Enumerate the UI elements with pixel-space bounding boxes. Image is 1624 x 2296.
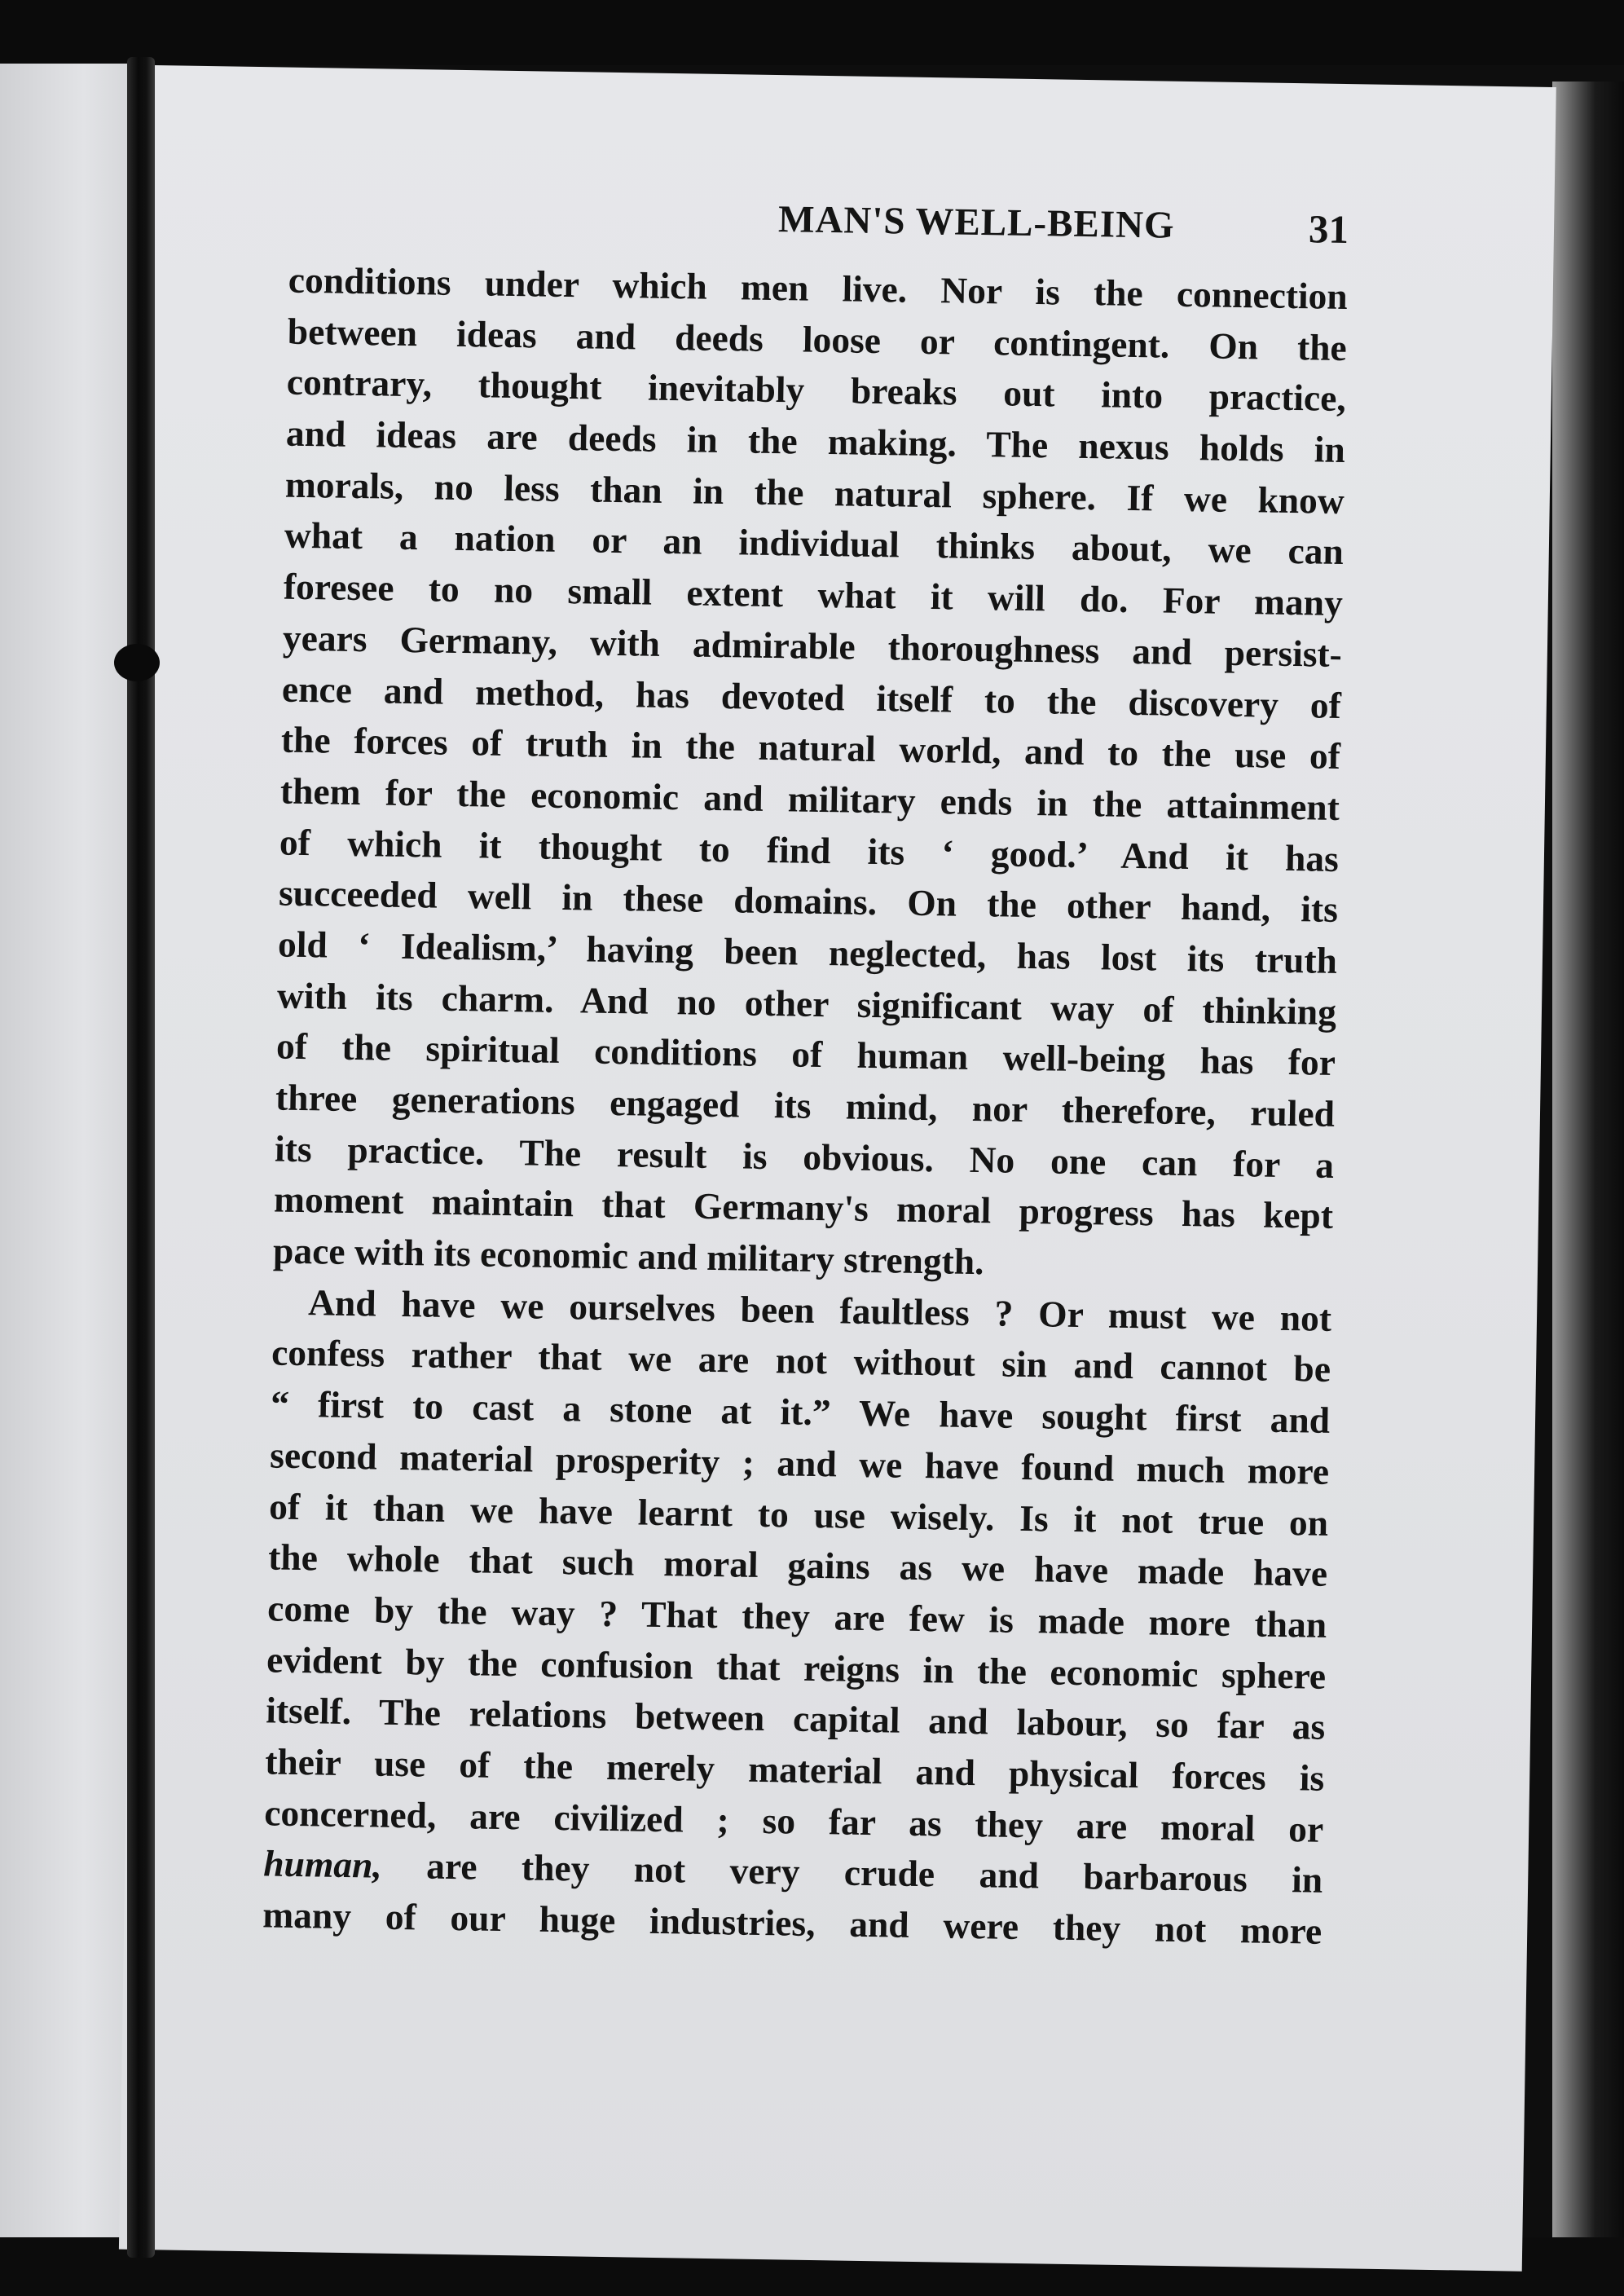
page-number: 31 <box>1308 206 1349 253</box>
text-line: concerned, are civilized ; so far as they are moral or <box>263 1791 1324 1850</box>
text-line: of the spiritual conditions of human well-being has for <box>275 1025 1336 1084</box>
text-line: the whole that such moral gains as we have made have <box>267 1536 1328 1595</box>
text-line: ence and method, has devoted itself to the discovery of <box>281 668 1342 726</box>
scan-top-border <box>0 0 1624 65</box>
text-line: old ‘ Idealism,’ having been neglected, has lost its truth <box>277 923 1338 981</box>
binding-mark <box>114 644 160 681</box>
text-line: of which it thought to find its ‘ good.’ And it has <box>279 821 1340 879</box>
text-line: itself. The relations between capital and labour, so far as <box>265 1689 1326 1748</box>
text-line: years Germany, with admirable thoroughness and persist- <box>282 616 1343 675</box>
text-line: second material prosperity ; and we have found much more <box>269 1434 1330 1492</box>
text-line: foresee to no small extent what it will do. For many <box>283 565 1344 624</box>
text-line: morals, no less than in the natural sphere. If we know <box>284 463 1345 522</box>
running-head-title: MAN'S WELL-BEING <box>777 198 1176 247</box>
text-line: many of our huge industries, and were they not more <box>262 1893 1323 1952</box>
page-content <box>262 190 1349 1958</box>
text-line: and ideas are deeds in the making. The nexus holds in <box>285 412 1346 471</box>
text-line: “ first to cast a stone at it.” We have sought first and <box>270 1382 1331 1442</box>
text-line: confess rather that we are not without sin and cannot be <box>271 1331 1331 1390</box>
text-line: with its charm. And no other significant way of thinking <box>276 974 1337 1033</box>
book-spine-gutter <box>127 57 155 2258</box>
text-line: three generations engaged its mind, nor therefore, ruled <box>275 1076 1336 1135</box>
paragraph-1 <box>273 255 1349 1293</box>
paragraph-2 <box>262 1276 1332 1957</box>
text-line: what a nation or an individual thinks about, we can <box>284 514 1345 573</box>
text-line: evident by the confusion that reigns in the economic sphere <box>266 1637 1327 1697</box>
text-line-rest: are they not very crude and barbarous in <box>425 1844 1323 1902</box>
text-line: of it than we have learnt to use wisely. Is it not true on <box>268 1484 1329 1544</box>
page-right-edge-shadow <box>1552 82 1624 2296</box>
text-line: the forces of truth in the natural world, and to the use of <box>280 718 1341 778</box>
text-line: come by the way ? That they are few is made more than <box>266 1587 1327 1646</box>
italic-word: human, <box>262 1842 383 1886</box>
text-line: between ideas and deeds loose or contingent. On the <box>287 310 1348 368</box>
text-line: conditions under which men live. Nor is the connection <box>288 258 1349 318</box>
text-line: And have we ourselves been faultless ? Or must we not <box>307 1280 1332 1339</box>
text-line: their use of the merely material and physical forces is <box>264 1740 1325 1799</box>
text-line: pace with its economic and military strength. <box>272 1229 984 1283</box>
text-line: moment maintain that Germany's moral progress has kept <box>273 1178 1334 1237</box>
book-page <box>119 65 1556 2272</box>
text-line: them for the economic and military ends in the attainment <box>279 769 1340 828</box>
facing-page-edge <box>0 64 140 2248</box>
text-line: its practice. The result is obvious. No one can for a <box>274 1127 1335 1186</box>
text-line: succeeded well in these domains. On the other hand, its <box>278 871 1339 931</box>
text-line: contrary, thought inevitably breaks out into practice, <box>286 361 1347 420</box>
